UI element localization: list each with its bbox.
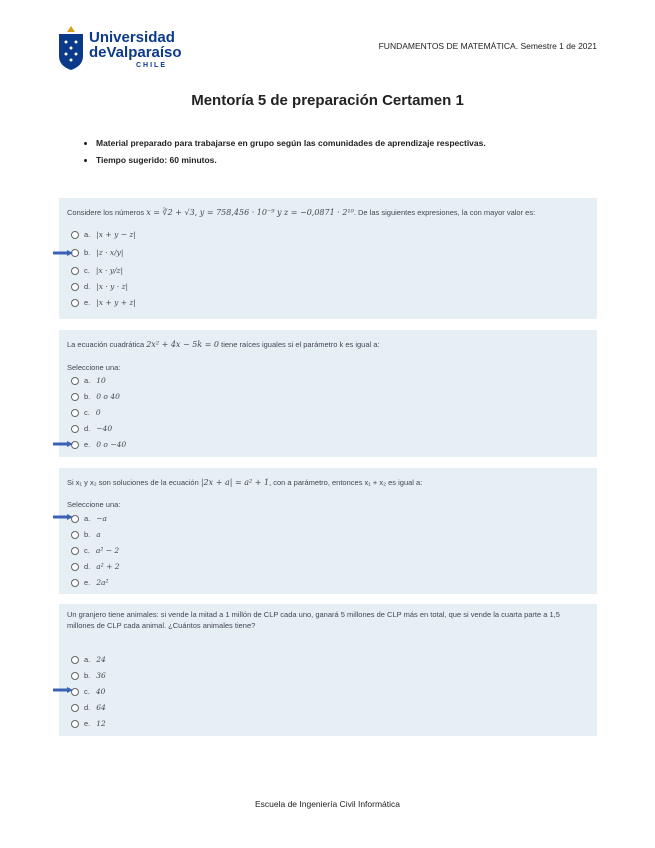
- option-b[interactable]: b. |z · x/y|: [71, 248, 123, 257]
- radio-button[interactable]: [71, 579, 79, 587]
- logo-line2: deValparaíso: [89, 44, 182, 61]
- option-c[interactable]: c. 0: [71, 408, 101, 417]
- radio-button[interactable]: [71, 409, 79, 417]
- option-a[interactable]: a. 10: [71, 376, 106, 385]
- radio-button[interactable]: [71, 377, 79, 385]
- arrow-icon: [53, 250, 73, 256]
- page-footer: Escuela de Ingeniería Civil Informática: [254, 799, 401, 809]
- radio-button[interactable]: [71, 393, 79, 401]
- option-d[interactable]: d. 64: [71, 703, 106, 712]
- arrow-icon: [53, 441, 73, 447]
- radio-button[interactable]: [71, 547, 79, 555]
- page-title: Mentoría 5 de preparación Certamen 1: [191, 92, 464, 109]
- option-d[interactable]: d. −40: [71, 424, 112, 433]
- option-b[interactable]: b. a: [71, 530, 101, 539]
- select-one-label: Seleccione una:: [67, 363, 121, 372]
- radio-button[interactable]: [71, 704, 79, 712]
- radio-button[interactable]: [71, 231, 79, 239]
- option-e[interactable]: e. 0 o −40: [71, 440, 126, 449]
- radio-button[interactable]: [71, 425, 79, 433]
- arrow-icon: [53, 687, 73, 693]
- instruction-item: • Material preparado para trabajarse en grupo según las comunidades de aprendizaje respectivas.: [96, 138, 486, 148]
- option-c[interactable]: c. 40: [71, 687, 105, 696]
- course-header: FUNDAMENTOS DE MATEMÁTICA. Semestre 1 de 2021: [378, 41, 597, 51]
- option-d[interactable]: d. a² + 2: [71, 562, 120, 571]
- radio-button[interactable]: [71, 267, 79, 275]
- arrow-icon: [53, 514, 73, 520]
- instructions-list: [78, 138, 486, 172]
- radio-button[interactable]: [71, 656, 79, 664]
- option-b[interactable]: b. 0 o 40: [71, 392, 120, 401]
- radio-button[interactable]: [71, 563, 79, 571]
- question-card-4: [59, 604, 597, 736]
- logo-line1: Universidad: [89, 29, 175, 46]
- question-text: Un granjero tiene animales: si vende la mitad a 1 millón de CLP cada uno, ganará 5 millones de CLP más en total, que si vende la cuarta parte a 1,5 millones de CLP cada animal. ¿Cuántos animales tiene?: [67, 610, 560, 630]
- option-a[interactable]: a. −a: [71, 514, 107, 523]
- radio-button[interactable]: [71, 299, 79, 307]
- option-e[interactable]: e. |x + y + z|: [71, 298, 136, 307]
- radio-button[interactable]: [71, 531, 79, 539]
- select-one-label: Seleccione una:: [67, 500, 121, 509]
- question-text: Considere los números x = ∛2 + √3, y = 758,456 · 10⁻⁹ y z = −0,0871 · 2¹⁰. De las siguientes expresiones, la con mayor valor es:: [67, 208, 536, 217]
- question-text: La ecuación cuadrática 2x² + 4x − 5k = 0 tiene raíces iguales si el parámetro k es igual a:: [67, 340, 380, 349]
- university-logo: [58, 24, 182, 76]
- option-c[interactable]: c. |x · y/z|: [71, 266, 123, 275]
- logo-line3: CHILE: [136, 62, 167, 69]
- option-a[interactable]: a. |x + y − z|: [71, 230, 136, 239]
- instruction-item: • Tiempo sugerido: 60 minutos.: [96, 155, 486, 165]
- option-a[interactable]: a. 24: [71, 655, 106, 664]
- option-d[interactable]: d. |x · y · z|: [71, 282, 128, 291]
- option-e[interactable]: e. 12: [71, 719, 106, 728]
- option-b[interactable]: b. 36: [71, 671, 106, 680]
- question-card-3: [59, 468, 597, 594]
- question-card-1: [59, 198, 597, 319]
- radio-button[interactable]: [71, 283, 79, 291]
- option-c[interactable]: c. a² − 2: [71, 546, 119, 555]
- question-text: Si x₁ y x₂ son soluciones de la ecuación |2x + a| = a² + 1, con a parámetro, entonces x₁ + x₂ es igual a:: [67, 478, 423, 487]
- question-card-2: [59, 330, 597, 457]
- radio-button[interactable]: [71, 720, 79, 728]
- radio-button[interactable]: [71, 672, 79, 680]
- option-e[interactable]: e. 2a²: [71, 578, 109, 587]
- shield-icon: [58, 26, 84, 70]
